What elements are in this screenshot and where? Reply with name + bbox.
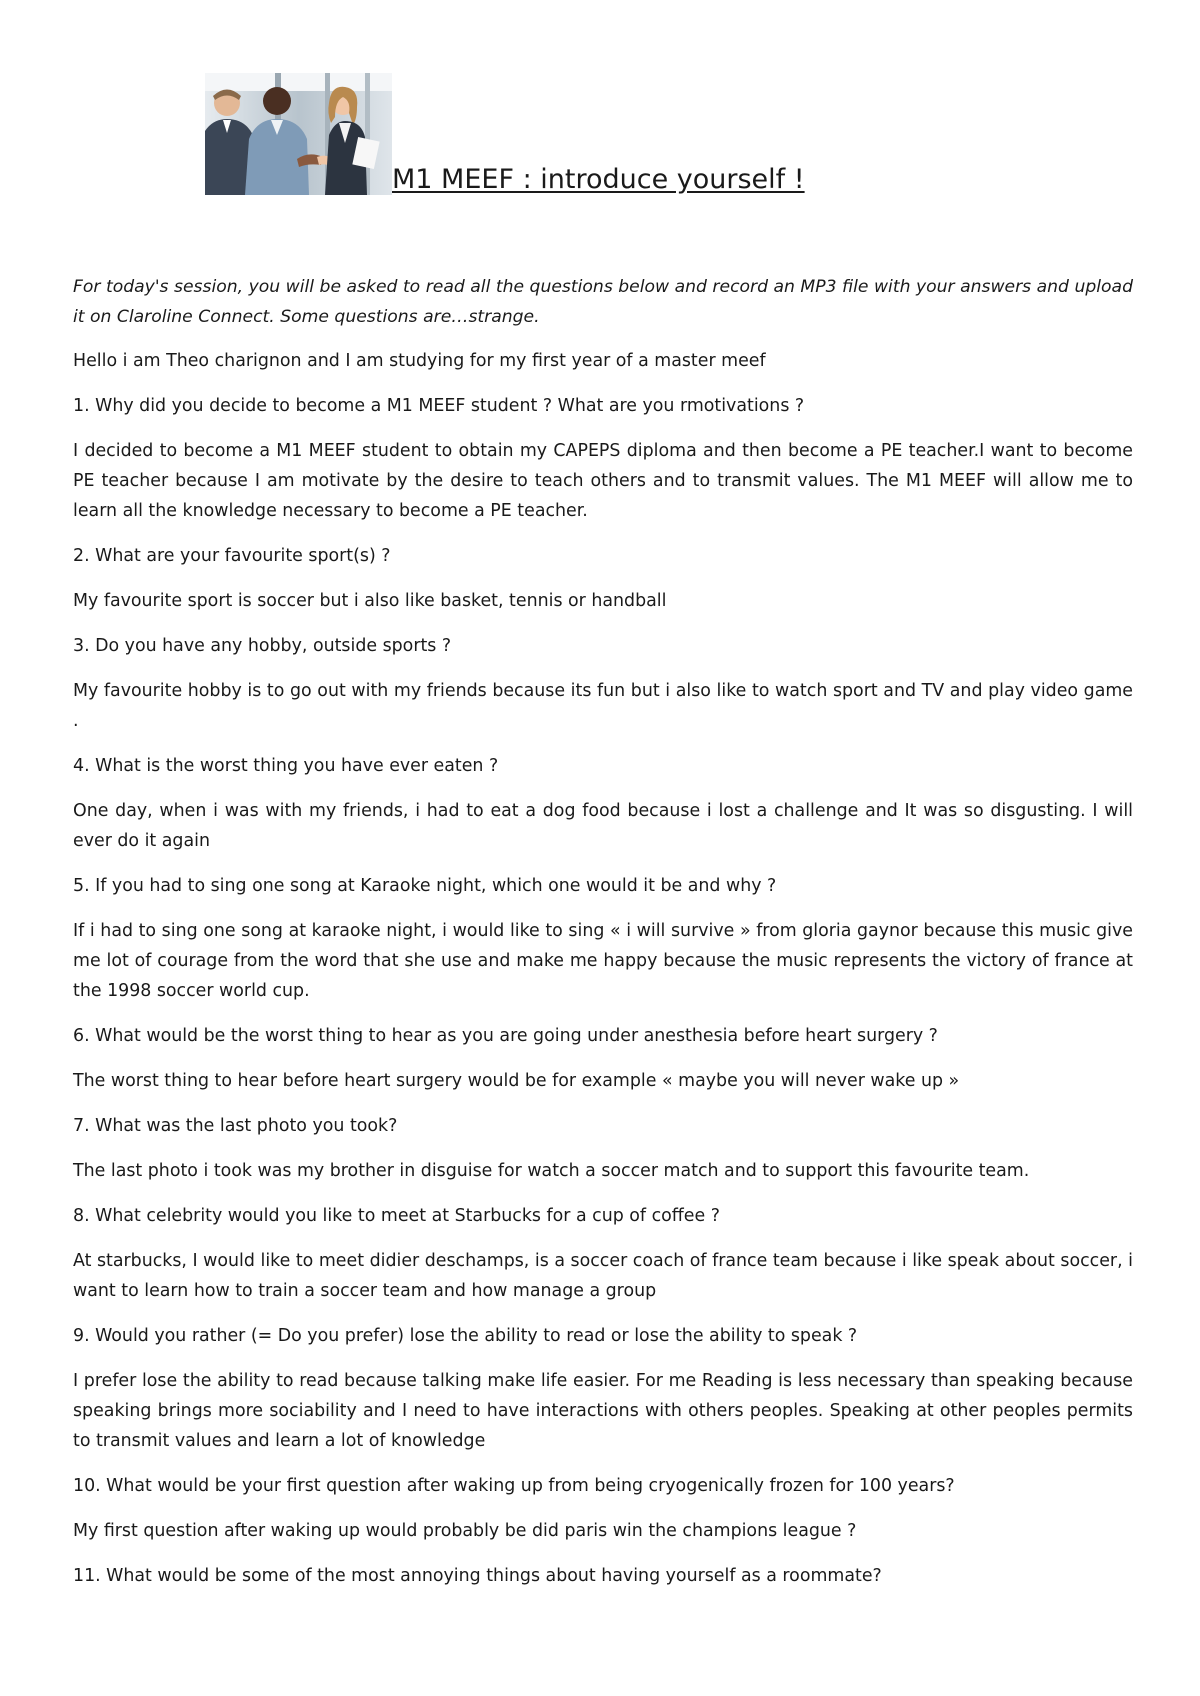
- answer-9: I prefer lose the ability to read because talking make life easier. For me Reading is less necessary than speaking because speaking brings more sociability and I need to have interactions with others peoples. Speaking at other peoples permits to transmit values and learn a lot of knowledge: [73, 1371, 1133, 1451]
- answer-8: At starbucks, I would like to meet didier deschamps, is a soccer coach of france team because i like speak about soccer, i want to learn how to train a soccer team and how manage a group: [73, 1251, 1133, 1301]
- question-11: 11. What would be some of the most annoying things about having yourself as a roommate?: [73, 1566, 882, 1586]
- answer-2: My favourite sport is soccer but i also like basket, tennis or handball: [73, 591, 667, 611]
- instructions-paragraph: For today's session, you will be asked to read all the questions below and record an MP3 file with your answers and upload it on Claroline Connect. Some questions are…strange.: [73, 277, 1133, 327]
- question-2: 2. What are your favourite sport(s) ?: [73, 546, 391, 566]
- question-1: 1. Why did you decide to become a M1 MEEF student ? What are you rmotivations ?: [73, 396, 805, 416]
- business-handshake-photo: [205, 73, 392, 195]
- answer-7: The last photo i took was my brother in disguise for watch a soccer match and to support this favourite team.: [73, 1161, 1030, 1181]
- answer-5: If i had to sing one song at karaoke night, i would like to sing « i will survive » from gloria gaynor because this music give me lot of courage from the word that she use and make me happy because the music represents the victory of france at the 1998 soccer world cup.: [73, 921, 1133, 1001]
- answer-4: One day, when i was with my friends, i had to eat a dog food because i lost a challenge and It was so disgusting. I will ever do it again: [73, 801, 1133, 851]
- document-body: [73, 272, 1133, 1606]
- question-4: 4. What is the worst thing you have ever eaten ?: [73, 756, 499, 776]
- document-header: [205, 73, 1005, 203]
- answer-1: I decided to become a M1 MEEF student to obtain my CAPEPS diploma and then become a PE teacher.I want to become PE teacher because I am motivate by the desire to teach others and to transmit values. The M1 MEEF will allow me to learn all the knowledge necessary to become a PE teacher.: [73, 441, 1133, 521]
- question-3: 3. Do you have any hobby, outside sports ?: [73, 636, 452, 656]
- question-9: 9. Would you rather (= Do you prefer) lose the ability to read or lose the ability to speak ?: [73, 1326, 858, 1346]
- question-5: 5. If you had to sing one song at Karaoke night, which one would it be and why ?: [73, 876, 777, 896]
- question-6: 6. What would be the worst thing to hear as you are going under anesthesia before heart surgery ?: [73, 1026, 938, 1046]
- answer-3: My favourite hobby is to go out with my friends because its fun but i also like to watch sport and TV and play video game .: [73, 681, 1133, 731]
- page-title: M1 MEEF : introduce yourself !: [392, 164, 805, 195]
- question-10: 10. What would be your first question after waking up from being cryogenically frozen for 100 years?: [73, 1476, 955, 1496]
- answer-10: My first question after waking up would probably be did paris win the champions league ?: [73, 1521, 857, 1541]
- question-7: 7. What was the last photo you took?: [73, 1116, 398, 1136]
- question-8: 8. What celebrity would you like to meet at Starbucks for a cup of coffee ?: [73, 1206, 720, 1226]
- greeting-paragraph: Hello i am Theo charignon and I am studying for my first year of a master meef: [73, 351, 766, 371]
- answer-6: The worst thing to hear before heart surgery would be for example « maybe you will never wake up »: [73, 1071, 960, 1091]
